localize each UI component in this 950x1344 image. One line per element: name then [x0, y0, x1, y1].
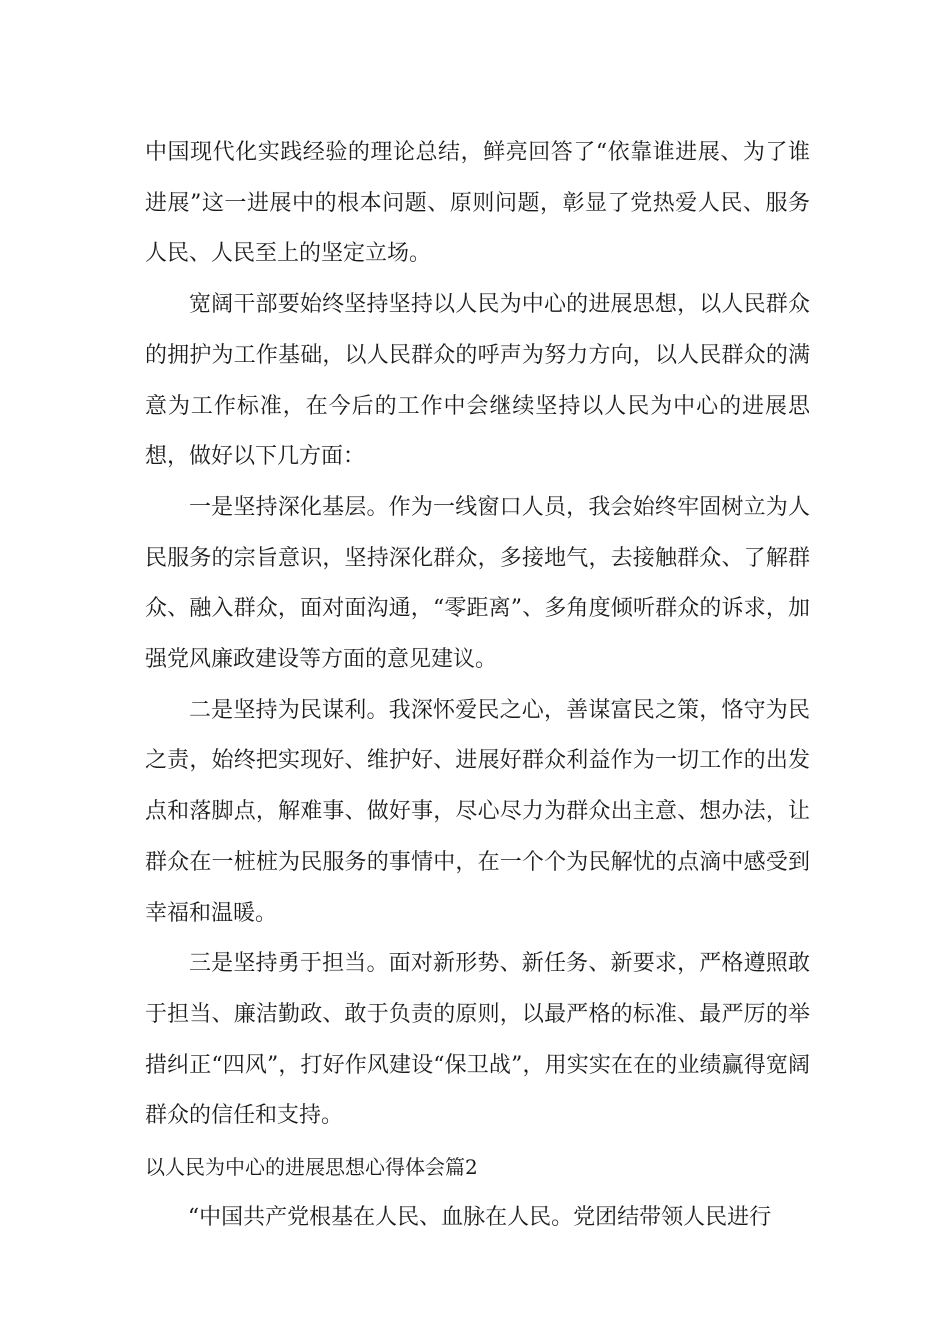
paragraph-point-two: 二是坚持为民谋利。我深怀爱民之心，善谋富民之策，恪守为民之责，始终把实现好、维护好、进展好群众利益作为一切工作的出发点和落脚点，解难事、做好事，尽心尽力为群众出主意、想办法，让群众在一桩桩为民服务的事情中，在一个个为民解忧的点滴中感受到幸福和温暖。 [145, 697, 810, 926]
paragraph-intro-continuation: 中国现代化实践经验的理论总结，鲜亮回答了“依靠谁进展、为了谁进展”这一进展中的根本问题、原则问题，彰显了党热爱人民、服务人民、人民至上的坚定立场。 [145, 140, 810, 267]
paragraph-point-three: 三是坚持勇于担当。面对新形势、新任务、新要求，严格遵照敢于担当、廉洁勤政、敢于负责的原则，以最严格的标准、最严厉的举措纠正“四风”，打好作风建设“保卫战”，用实实在在的业绩赢得宽阔群众的信任和支持。 [145, 951, 810, 1129]
paragraph-point-one: 一是坚持深化基层。作为一线窗口人员，我会始终牢固树立为人民服务的宗旨意识，坚持深化群众，多接地气，去接触群众、了解群众、融入群众，面对面沟通，“零距离”、多角度倾听群众的诉求，加强党风廉政建设等方面的意见建议。 [145, 494, 810, 673]
section-heading: 以人民为中心的进展思想心得体会篇2 [145, 1155, 478, 1180]
document-body [145, 128, 810, 1243]
paragraph-quote-start: “中国共产党根基在人民、血脉在人民。党团结带领人民进行 [187, 1204, 772, 1230]
paragraph-cadres-commitment: 宽阔干部要始终坚持坚持以人民为中心的进展思想，以人民群众的拥护为工作基础，以人民群众的呼声为努力方向，以人民群众的满意为工作标准，在今后的工作中会继续坚持以人民为中心的进展思想，做好以下几方面： [145, 292, 810, 470]
